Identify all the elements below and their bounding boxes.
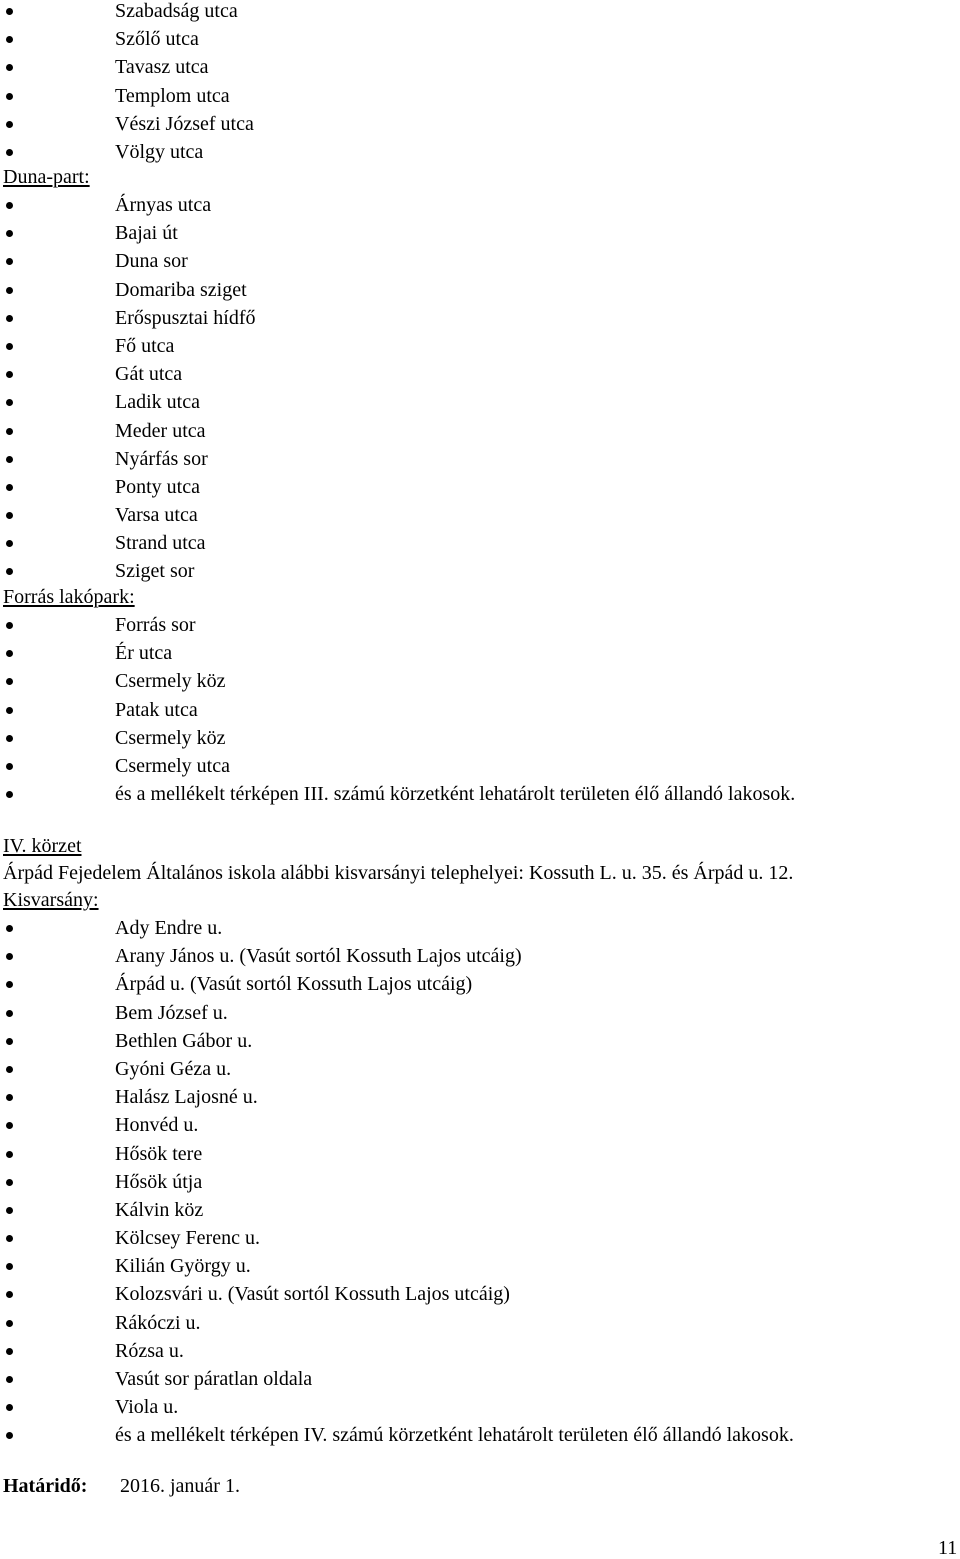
list-item-text: Ponty utca	[115, 475, 200, 498]
section-heading-forras-lakopark: Forrás lakópark:	[3, 586, 135, 608]
bullet-icon	[6, 315, 13, 322]
list-item-text: Rózsa u.	[115, 1339, 184, 1362]
list-item	[0, 1424, 960, 1452]
list-item	[0, 448, 960, 476]
bullet-icon	[6, 456, 13, 463]
bullet-icon	[6, 1094, 13, 1101]
list-item-text: Domariba sziget	[115, 278, 247, 301]
list-item	[0, 1396, 960, 1424]
list-item	[0, 250, 960, 278]
bullet-icon	[6, 735, 13, 742]
list-item-text: Duna sor	[115, 250, 188, 273]
list-item	[0, 85, 960, 113]
district-heading-iv: IV. körzet	[3, 835, 82, 857]
page-number: 11	[938, 1537, 958, 1559]
bullet-icon	[6, 650, 13, 657]
list-item-text: Csermely utca	[115, 754, 230, 777]
list-item	[0, 1340, 960, 1368]
list-item-text: Halász Lajosné u.	[115, 1086, 258, 1109]
list-item-text: Szőlő utca	[115, 28, 199, 51]
list-item-text: Vészi József utca	[115, 112, 254, 135]
bullet-icon	[6, 64, 13, 71]
list-item	[0, 307, 960, 335]
bullet-icon	[6, 1179, 13, 1186]
list-item-text: Kilián György u.	[115, 1255, 251, 1278]
list-item-text: Varsa utca	[115, 504, 198, 527]
list-item-text: Ladik utca	[115, 391, 200, 414]
bullet-icon	[6, 36, 13, 43]
list-item	[0, 783, 960, 811]
bullet-icon	[6, 1122, 13, 1129]
list-item-text: Bajai út	[115, 222, 178, 245]
bullet-icon	[6, 1151, 13, 1158]
list-item-text: Szabadság utca	[115, 0, 238, 22]
list-item	[0, 1283, 960, 1311]
bullet-icon	[6, 230, 13, 237]
bullet-icon	[6, 1376, 13, 1383]
bullet-icon	[6, 678, 13, 685]
school-sites-text: Árpád Fejedelem Általános iskola alábbi kisvarsányi telephelyei: Kossuth L. u. 35. és Árpád u. 12.	[3, 862, 794, 884]
bullet-icon	[6, 763, 13, 770]
list-item	[0, 194, 960, 222]
list-item	[0, 1312, 960, 1340]
deadline-value: 2016. január 1.	[120, 1475, 240, 1497]
list-item-text: Viola u.	[115, 1396, 179, 1419]
list-item-text: Bethlen Gábor u.	[115, 1029, 253, 1052]
bullet-icon	[6, 568, 13, 575]
bullet-icon	[6, 93, 13, 100]
list-item-text: Erőspusztai hídfő	[115, 306, 256, 329]
list-item	[0, 560, 960, 588]
bullet-icon	[6, 1010, 13, 1017]
list-item-text: Ady Endre u.	[115, 917, 223, 939]
bullet-icon	[6, 1066, 13, 1073]
bullet-icon	[6, 258, 13, 265]
list-item	[0, 1143, 960, 1171]
list-item-text: Kölcsey Ferenc u.	[115, 1227, 260, 1250]
list-item	[0, 1002, 960, 1030]
list-item	[0, 420, 960, 448]
bullet-icon	[6, 149, 13, 156]
list-item-text: Ér utca	[115, 642, 173, 665]
list-item	[0, 1114, 960, 1142]
list-item	[0, 504, 960, 532]
list-item-text: Forrás sor	[115, 614, 196, 636]
bullet-icon	[6, 287, 13, 294]
list-item	[0, 0, 960, 28]
list-item	[0, 1030, 960, 1058]
list-item	[0, 973, 960, 1001]
bullet-icon	[6, 925, 13, 932]
bullet-icon	[6, 622, 13, 629]
bullet-icon	[6, 1348, 13, 1355]
bullet-icon	[6, 343, 13, 350]
bullet-icon	[6, 121, 13, 128]
street-list-continued	[0, 0, 960, 169]
list-item-text: Hősök útja	[115, 1170, 203, 1193]
list-item-text: Fő utca	[115, 334, 175, 357]
bullet-icon	[6, 540, 13, 547]
bullet-icon	[6, 484, 13, 491]
bullet-icon	[6, 707, 13, 714]
bullet-icon	[6, 981, 13, 988]
list-item-text: Bem József u.	[115, 1001, 228, 1024]
list-item	[0, 755, 960, 783]
bullet-icon	[6, 1404, 13, 1411]
list-item-text: Rákóczi u.	[115, 1311, 201, 1334]
list-item-text: Sziget sor	[115, 560, 195, 583]
bullet-icon	[6, 1432, 13, 1439]
list-item	[0, 222, 960, 250]
street-list-forras	[0, 614, 960, 811]
list-item	[0, 1199, 960, 1227]
bullet-icon	[6, 371, 13, 378]
list-item	[0, 1171, 960, 1199]
list-item	[0, 113, 960, 141]
list-item	[0, 1227, 960, 1255]
list-item	[0, 279, 960, 307]
bullet-icon	[6, 1207, 13, 1214]
list-item	[0, 1086, 960, 1114]
street-list-duna-part	[0, 194, 960, 589]
list-item	[0, 28, 960, 56]
list-item-text: Meder utca	[115, 419, 206, 442]
list-item-text: és a mellékelt térképen III. számú körzetként lehatárolt területen élő állandó lakosok.	[115, 783, 796, 806]
list-item-text: Gát utca	[115, 363, 183, 386]
list-item	[0, 1368, 960, 1396]
list-item-text: Honvéd u.	[115, 1114, 199, 1137]
street-list-kisvarsany	[0, 917, 960, 1453]
section-heading-duna-part: Duna-part:	[3, 166, 90, 188]
list-item-text: Templom utca	[115, 84, 230, 107]
list-item	[0, 1058, 960, 1086]
bullet-icon	[6, 512, 13, 519]
list-item-text: Kálvin köz	[115, 1198, 204, 1221]
list-item	[0, 642, 960, 670]
bullet-icon	[6, 1320, 13, 1327]
list-item-text: Arany János u. (Vasút sortól Kossuth Lajos utcáig)	[115, 945, 522, 968]
deadline-row	[3, 1475, 240, 1497]
list-item	[0, 614, 960, 642]
list-item-text: Völgy utca	[115, 140, 204, 163]
section-heading-kisvarsany: Kisvarsány:	[3, 889, 99, 911]
list-item-text: Árpád u. (Vasút sortól Kossuth Lajos utcáig)	[115, 973, 473, 996]
bullet-icon	[6, 1291, 13, 1298]
list-item	[0, 476, 960, 504]
list-item	[0, 335, 960, 363]
list-item-text: Árnyas utca	[115, 194, 212, 216]
list-item	[0, 917, 960, 945]
bullet-icon	[6, 8, 13, 15]
bullet-icon	[6, 202, 13, 209]
list-item-text: Csermely köz	[115, 726, 226, 749]
bullet-icon	[6, 1038, 13, 1045]
list-item-text: Csermely köz	[115, 670, 226, 693]
list-item-text: Kolozsvári u. (Vasút sortól Kossuth Lajos utcáig)	[115, 1283, 510, 1306]
list-item-text: Patak utca	[115, 698, 198, 721]
bullet-icon	[6, 1235, 13, 1242]
bullet-icon	[6, 399, 13, 406]
list-item	[0, 699, 960, 727]
list-item	[0, 1255, 960, 1283]
list-item-text: Gyóni Géza u.	[115, 1057, 232, 1080]
list-item	[0, 363, 960, 391]
list-item	[0, 670, 960, 698]
bullet-icon	[6, 1263, 13, 1270]
list-item	[0, 945, 960, 973]
bullet-icon	[6, 428, 13, 435]
list-item	[0, 532, 960, 560]
bullet-icon	[6, 953, 13, 960]
list-item-text: és a mellékelt térképen IV. számú körzetként lehatárolt területen élő állandó lakosok.	[115, 1424, 794, 1447]
list-item-text: Nyárfás sor	[115, 447, 208, 470]
list-item-text: Hősök tere	[115, 1142, 203, 1165]
list-item	[0, 141, 960, 169]
bullet-icon	[6, 791, 13, 798]
list-item-text: Vasút sor páratlan oldala	[115, 1368, 313, 1390]
list-item	[0, 56, 960, 84]
list-item-text: Tavasz utca	[115, 56, 209, 79]
list-item-text: Strand utca	[115, 532, 206, 555]
list-item	[0, 391, 960, 419]
deadline-label: Határidő:	[3, 1475, 88, 1497]
list-item	[0, 727, 960, 755]
